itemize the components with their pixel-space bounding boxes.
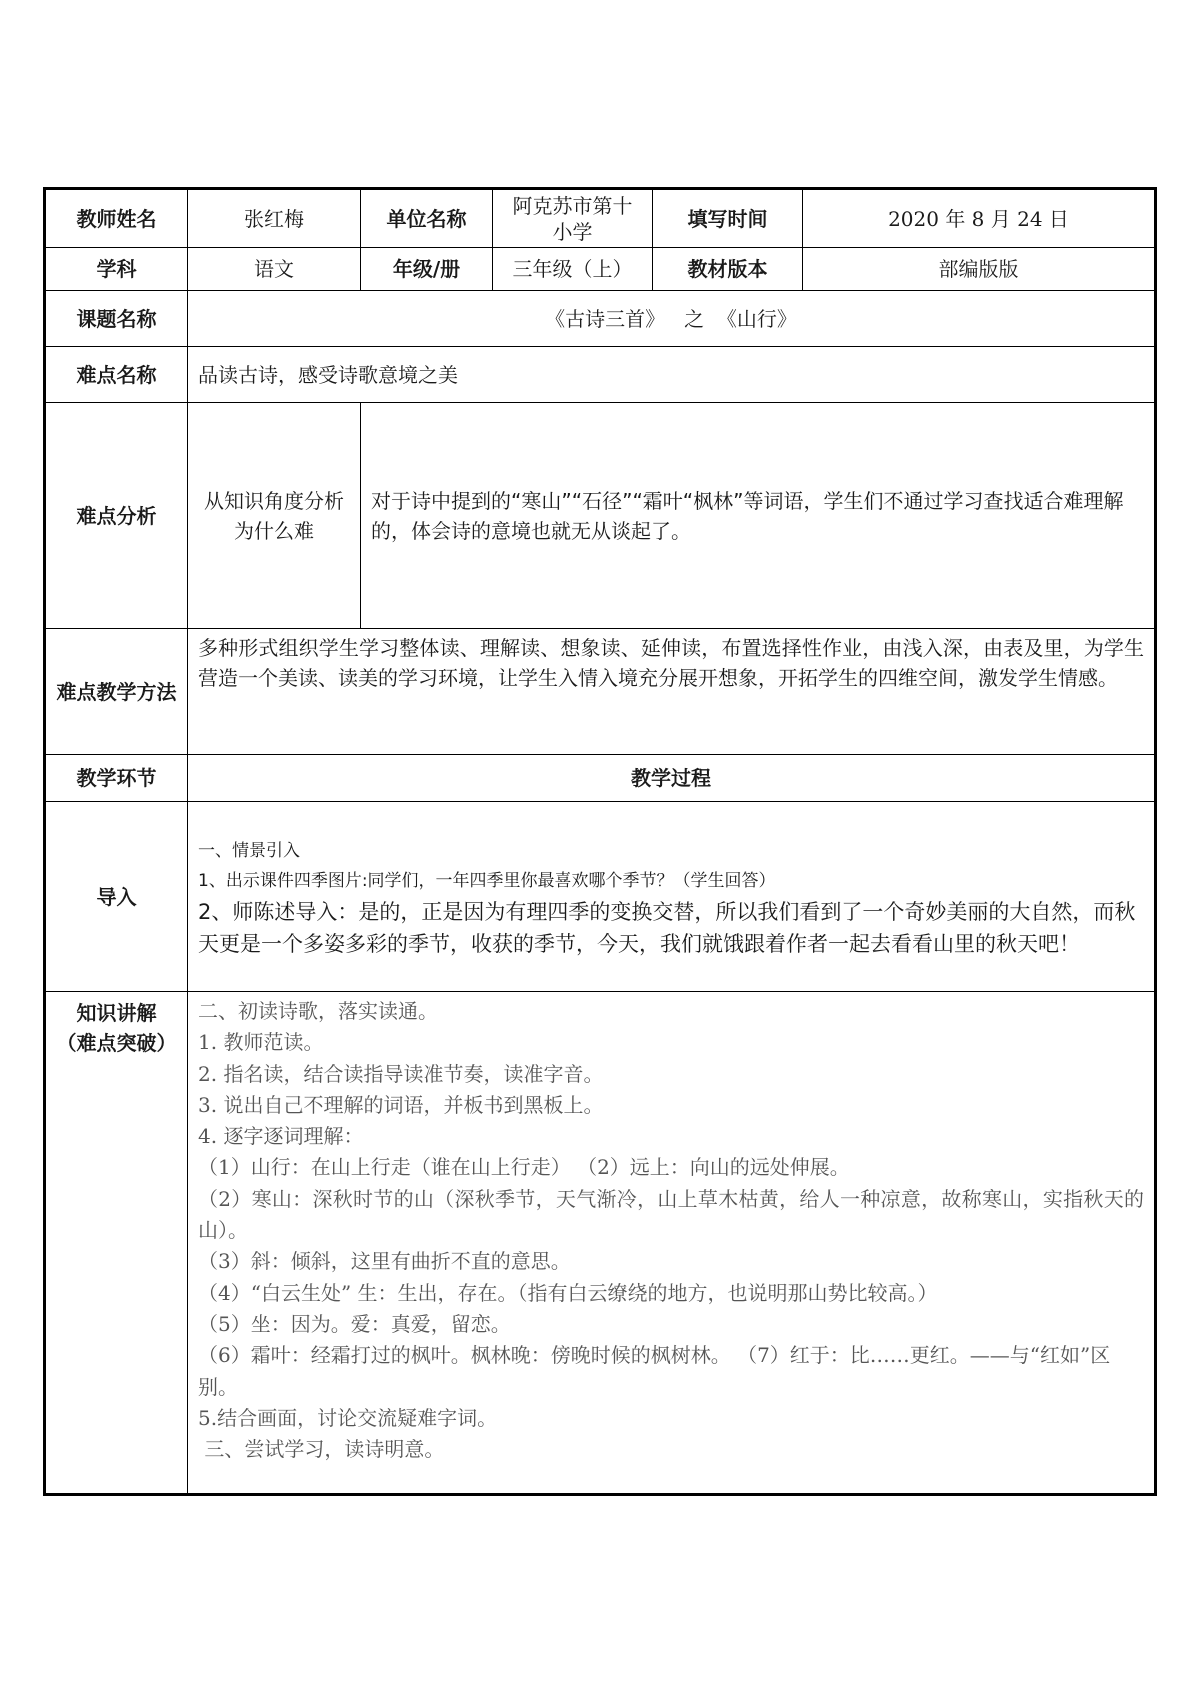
analysis-sub-label: 从知识角度分析为什么难 <box>188 403 361 629</box>
difficulty-value: 品读古诗，感受诗歌意境之美 <box>188 347 1156 403</box>
subject-value: 语文 <box>188 248 361 291</box>
knowledge-line: （6）霜叶：经霜打过的枫叶。枫林晚：傍晚时候的枫树林。 （7）红于：比……更红。——与“红如”区别。 <box>198 1343 1111 1399</box>
difficulty-row <box>45 347 1156 403</box>
unit-label: 单位名称 <box>361 189 493 248</box>
knowledge-line: 4. 逐字逐词理解： <box>198 1124 364 1149</box>
knowledge-line: （1）山行：在山上行走（谁在山上行走） （2）远上：向山的远处伸展。 <box>198 1155 850 1180</box>
knowledge-line: （2）寒山：深秋时节的山（深秋季节，天气渐冷，山上草木枯黄，给人一种凉意，故称寒山，实指秋天的山）。 <box>198 1186 1144 1243</box>
knowledge-line: （4）“白云生处” 生：生出，存在。（指有白云缭绕的地方，也说明那山势比较高。） <box>198 1280 938 1305</box>
knowledge-label-cell <box>45 992 188 1495</box>
date-label: 填写时间 <box>653 189 803 248</box>
edition-label: 教材版本 <box>653 248 803 291</box>
knowledge-line: 二、初读诗歌，落实读通。 <box>198 999 438 1023</box>
header-row-1 <box>45 189 1156 248</box>
process-header-row <box>45 755 1156 802</box>
process-label: 教学过程 <box>188 755 1156 802</box>
knowledge-line: （3）斜：倾斜，这里有曲折不直的意思。 <box>198 1249 571 1274</box>
intro-row <box>45 802 1156 992</box>
topic-row <box>45 291 1156 347</box>
knowledge-line: 1. 教师范读。 <box>198 1030 324 1055</box>
knowledge-row <box>45 992 1156 1495</box>
intro-label: 导入 <box>45 802 188 992</box>
edition-value: 部编版版 <box>803 248 1156 291</box>
method-row <box>45 629 1156 755</box>
grade-label: 年级/册 <box>361 248 493 291</box>
lesson-plan-table <box>43 187 1157 1496</box>
grade-value: 三年级（上） <box>493 248 653 291</box>
difficulty-label: 难点名称 <box>45 347 188 403</box>
analysis-row <box>45 403 1156 629</box>
intro-line-1: 一、情景引入 <box>198 840 300 861</box>
method-label: 难点教学方法 <box>45 629 188 755</box>
knowledge-label: 知识讲解 <box>76 1001 157 1025</box>
stage-label: 教学环节 <box>45 755 188 802</box>
knowledge-content <box>188 992 1156 1495</box>
teacher-value: 张红梅 <box>188 189 361 248</box>
topic-value: 《古诗三首》 之 《山行》 <box>188 291 1156 347</box>
knowledge-line: 5.结合画面，讨论交流疑难字词。 <box>198 1405 498 1430</box>
intro-content <box>188 802 1156 992</box>
method-value: 多种形式组织学生学习整体读、理解读、想象读、延伸读，布置选择性作业，由浅入深，由表及里，为学生营造一个美读、读美的学习环境，让学生入情入境充分展开想象，开拓学生的四维空间，激发学生情感。 <box>188 629 1156 755</box>
header-row-2 <box>45 248 1156 291</box>
teacher-label: 教师姓名 <box>45 189 188 248</box>
intro-line-3: 2、师陈述导入：是的，正是因为有理四季的变换交替，所以我们看到了一个奇妙美丽的大自然，而秋天更是一个多姿多彩的季节，收获的季节，今天，我们就饿跟着作者一起去看看山里的秋天吧！ <box>198 899 1136 956</box>
knowledge-line: （5）坐：因为。爱：真爱，留恋。 <box>198 1311 511 1336</box>
subject-label: 学科 <box>45 248 188 291</box>
knowledge-line: 三、尝试学习，读诗明意。 <box>198 1437 445 1462</box>
intro-line-2: 1、出示课件四季图片:同学们，一年四季里你最喜欢哪个季节？（学生回答） <box>198 870 776 891</box>
knowledge-line: 2. 指名读，结合读指导读准节奏，读准字音。 <box>198 1061 604 1086</box>
knowledge-line: 3. 说出自己不理解的词语，并板书到黑板上。 <box>198 1092 604 1117</box>
analysis-label: 难点分析 <box>45 403 188 629</box>
analysis-value: 对于诗中提到的“寒山”“石径”“霜叶“枫林”等词语，学生们不通过学习查找适合难理解的，体会诗的意境也就无从谈起了。 <box>361 403 1156 629</box>
date-value: 2020 年 8 月 24 日 <box>803 189 1156 248</box>
topic-label: 课题名称 <box>45 291 188 347</box>
unit-value: 阿克苏市第十小学 <box>493 189 653 248</box>
knowledge-label-2: （难点突破） <box>56 1031 177 1055</box>
